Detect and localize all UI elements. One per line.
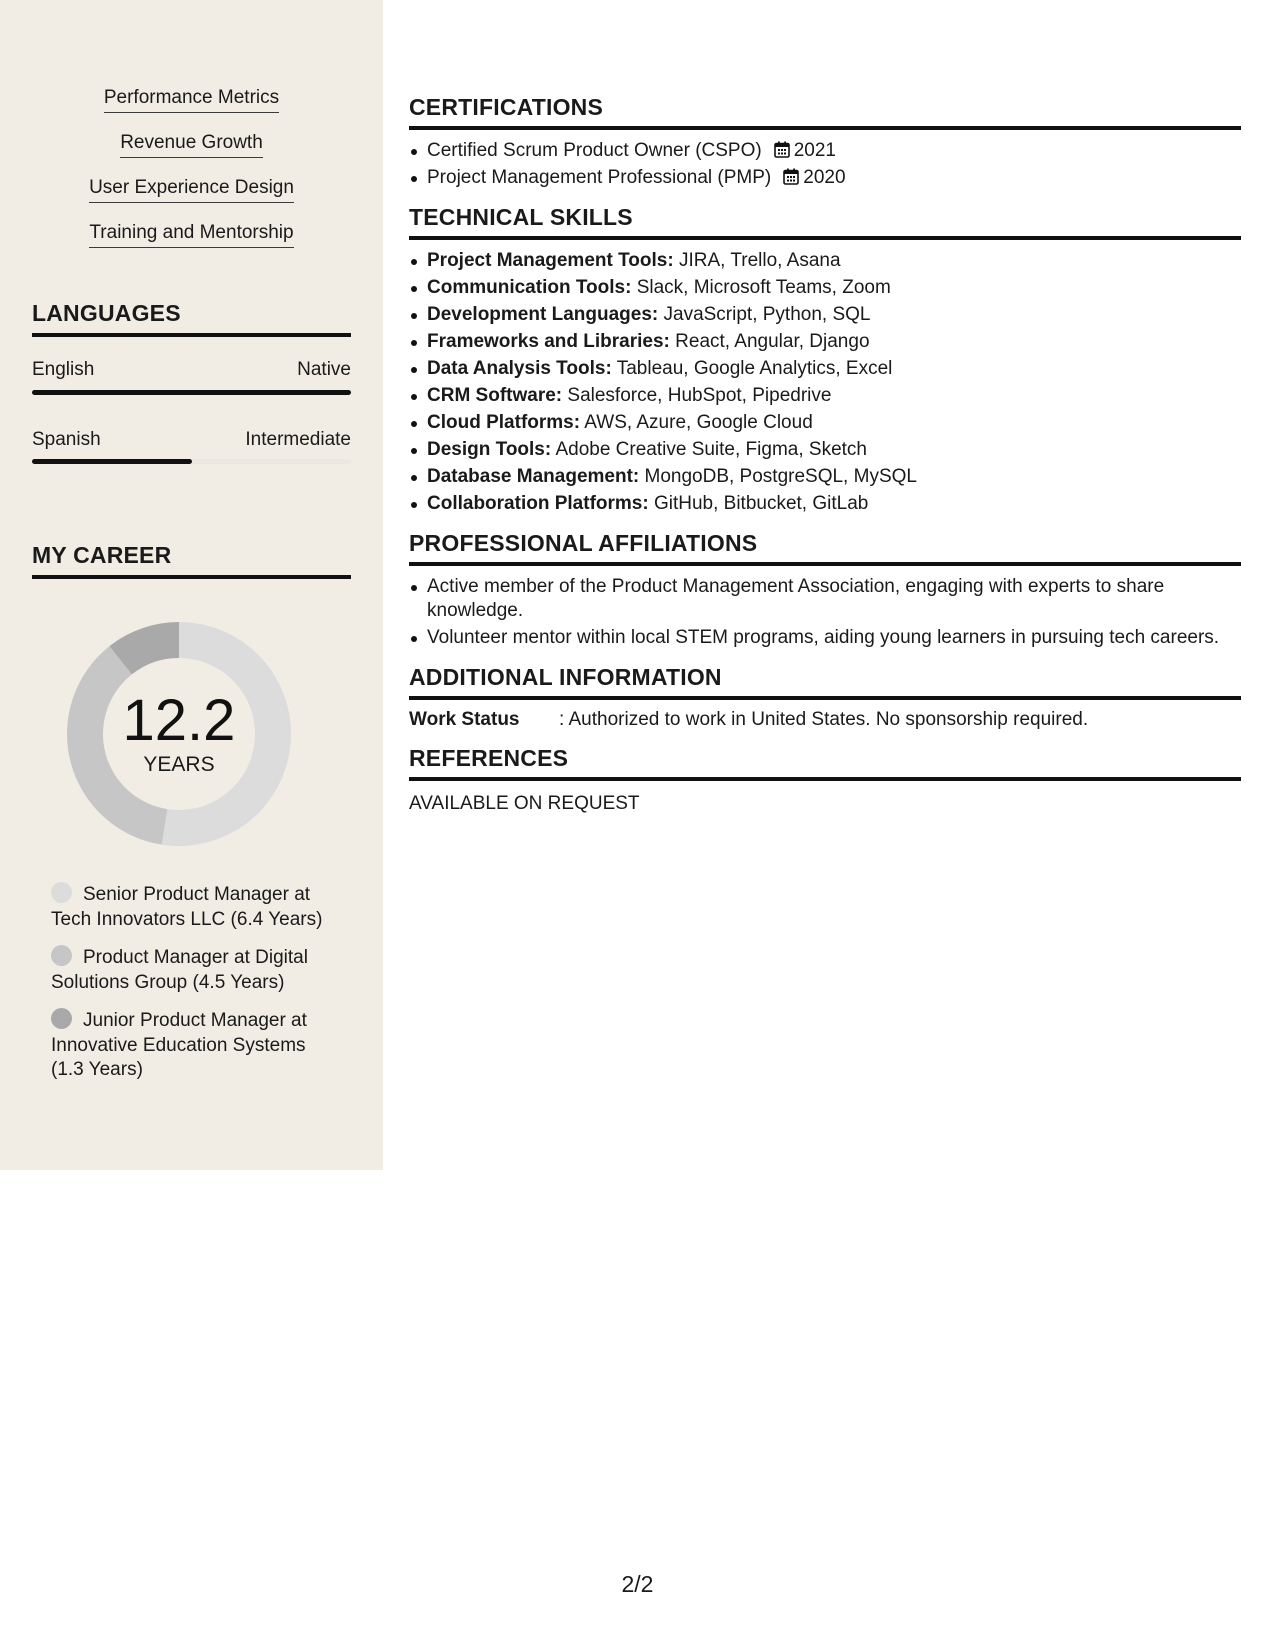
languages-heading: LANGUAGES bbox=[32, 300, 351, 337]
language-name: English bbox=[32, 359, 95, 380]
technical-skill-item: Development Languages: JavaScript, Python, SQL bbox=[409, 303, 1241, 327]
calendar-icon bbox=[774, 141, 790, 158]
affiliations-section bbox=[409, 530, 1241, 650]
career-total bbox=[66, 690, 292, 778]
certification-year: 2021 bbox=[793, 140, 836, 161]
work-status-value: : Authorized to work in United States. No sponsorship required. bbox=[559, 709, 1089, 730]
affiliation-item: Volunteer mentor within local STEM programs, aiding young learners in pursuing tech careers. bbox=[409, 626, 1241, 650]
language-row bbox=[32, 359, 351, 381]
technical-skill-item: Collaboration Platforms: GitHub, Bitbucket, GitLab bbox=[409, 492, 1241, 516]
career-total-years: 12.2 bbox=[122, 688, 236, 753]
references-heading: REFERENCES bbox=[409, 745, 1241, 781]
additional-info-section bbox=[409, 664, 1241, 731]
skill-tag: Revenue Growth bbox=[0, 131, 383, 176]
skill-tag: User Experience Design bbox=[0, 176, 383, 221]
affiliation-item: Active member of the Product Management Association, engaging with experts to share knowledge. bbox=[409, 575, 1241, 623]
sidebar bbox=[0, 0, 383, 1170]
technical-skill-item: Data Analysis Tools: Tableau, Google Analytics, Excel bbox=[409, 357, 1241, 381]
technical-skill-item: Frameworks and Libraries: React, Angular, Django bbox=[409, 330, 1241, 354]
calendar-icon bbox=[783, 168, 799, 185]
legend-dot-icon bbox=[51, 1008, 72, 1029]
legend-dot-icon bbox=[51, 945, 72, 966]
technical-skill-item: Database Management: MongoDB, PostgreSQL, MySQL bbox=[409, 465, 1241, 489]
language-proficiency-fill bbox=[32, 459, 192, 464]
technical-skills-heading: TECHNICAL SKILLS bbox=[409, 204, 1241, 240]
page-number: 2/2 bbox=[621, 1571, 654, 1597]
technical-skill-item: Cloud Platforms: AWS, Azure, Google Cloud bbox=[409, 411, 1241, 435]
references-text: AVAILABLE ON REQUEST bbox=[409, 793, 640, 814]
legend-dot-icon bbox=[51, 882, 72, 903]
technical-skill-item: CRM Software: Salesforce, HubSpot, Pipedrive bbox=[409, 384, 1241, 408]
language-level: Native bbox=[297, 359, 351, 380]
technical-skills-section bbox=[409, 204, 1241, 516]
career-total-unit: YEARS bbox=[143, 753, 215, 776]
career-legend-item: Product Manager at Digital Solutions Group (4.5 Years) bbox=[51, 947, 308, 993]
technical-skill-item: Communication Tools: Slack, Microsoft Teams, Zoom bbox=[409, 276, 1241, 300]
skills-list bbox=[0, 86, 383, 266]
language-row bbox=[32, 429, 351, 451]
career-legend bbox=[51, 882, 341, 1096]
language-proficiency-fill bbox=[32, 390, 351, 395]
skill-tag: Performance Metrics bbox=[0, 86, 383, 131]
career-legend-item: Junior Product Manager at Innovative Education Systems (1.3 Years) bbox=[51, 1010, 307, 1080]
affiliations-heading: PROFESSIONAL AFFILIATIONS bbox=[409, 530, 1241, 566]
certification-item: Project Management Professional (PMP) 2020 bbox=[409, 166, 1241, 190]
main-content bbox=[409, 94, 1241, 829]
language-level: Intermediate bbox=[245, 429, 351, 450]
technical-skill-item: Design Tools: Adobe Creative Suite, Figma, Sketch bbox=[409, 438, 1241, 462]
career-legend-item: Senior Product Manager at Tech Innovators LLC (6.4 Years) bbox=[51, 884, 323, 930]
certification-item: Certified Scrum Product Owner (CSPO) 2021 bbox=[409, 139, 1241, 163]
career-heading: MY CAREER bbox=[32, 542, 351, 579]
certifications-heading: CERTIFICATIONS bbox=[409, 94, 1241, 130]
language-proficiency-bar bbox=[32, 390, 351, 395]
technical-skill-item: Project Management Tools: JIRA, Trello, Asana bbox=[409, 249, 1241, 273]
additional-info-heading: ADDITIONAL INFORMATION bbox=[409, 664, 1241, 700]
language-proficiency-bar bbox=[32, 459, 351, 464]
language-name: Spanish bbox=[32, 429, 101, 450]
work-status-row bbox=[409, 709, 1241, 731]
certifications-section bbox=[409, 94, 1241, 190]
work-status-label: Work Status bbox=[409, 709, 520, 730]
references-section bbox=[409, 745, 1241, 815]
certification-year: 2020 bbox=[803, 167, 846, 188]
skill-tag: Training and Mentorship bbox=[0, 221, 383, 266]
